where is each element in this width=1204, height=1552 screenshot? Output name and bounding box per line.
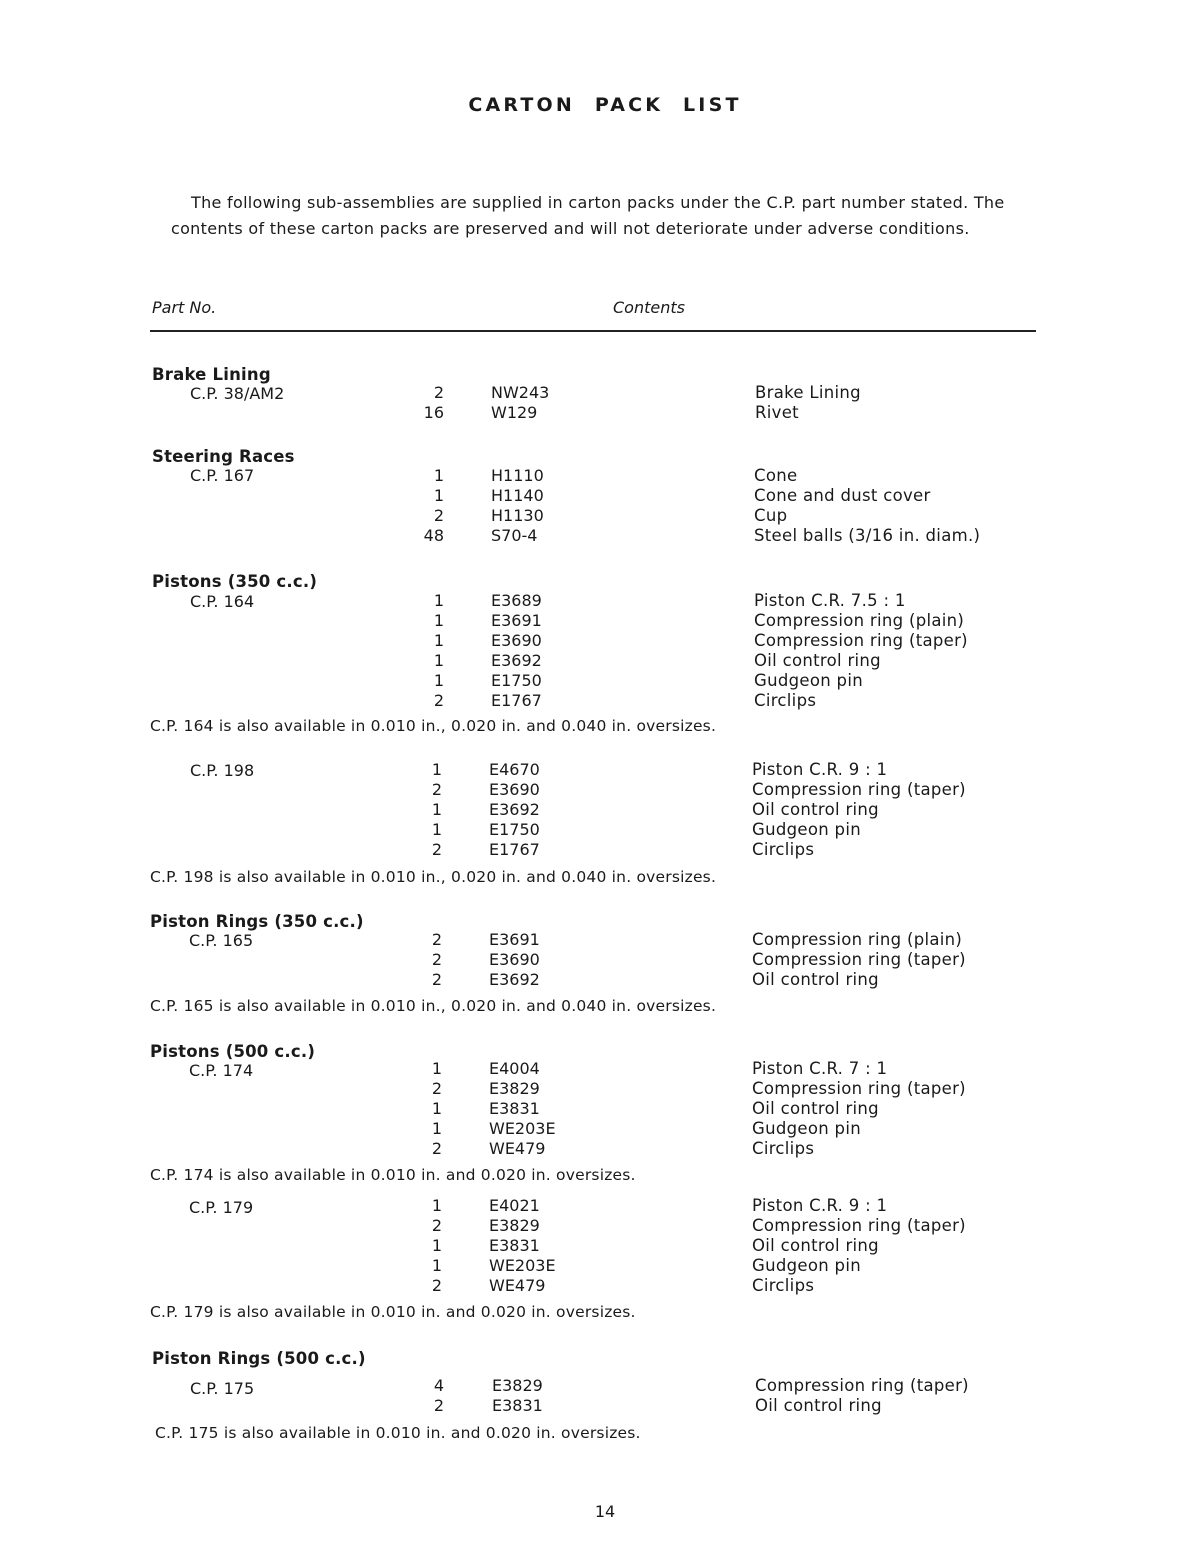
oversize-note: C.P. 165 is also available in 0.010 in., 0.020 in. and 0.040 in. oversizes. — [150, 997, 717, 1015]
item-part-number: E4670 — [489, 760, 540, 779]
header-part-no: Part No. — [152, 298, 217, 317]
item-part-number: E1767 — [489, 840, 540, 859]
item-part-number: E3829 — [492, 1376, 543, 1395]
item-description: Compression ring (taper) — [752, 780, 966, 799]
item-description: Circlips — [752, 1139, 815, 1158]
item-quantity: 2 — [431, 840, 442, 859]
item-description: Piston C.R. 7.5 : 1 — [754, 591, 906, 610]
item-part-number: E3691 — [489, 930, 540, 949]
item-description: Gudgeon pin — [752, 1256, 861, 1275]
item-part-number: H1130 — [491, 506, 544, 525]
item-quantity: 2 — [431, 970, 442, 989]
oversize-note: C.P. 179 is also available in 0.010 in. and 0.020 in. oversizes. — [150, 1303, 636, 1321]
item-description: Cone and dust cover — [754, 486, 931, 505]
oversize-note: C.P. 175 is also available in 0.010 in. and 0.020 in. oversizes. — [155, 1424, 641, 1442]
item-quantity: 4 — [433, 1376, 444, 1395]
item-description: Gudgeon pin — [752, 1119, 861, 1138]
section-title: Piston Rings (350 c.c.) — [150, 912, 364, 931]
item-quantity: 1 — [431, 820, 442, 839]
item-part-number: E4004 — [489, 1059, 540, 1078]
cp-part-number: C.P. 165 — [189, 931, 254, 950]
item-description: Compression ring (plain) — [752, 930, 963, 949]
section-title: Piston Rings (500 c.c.) — [152, 1349, 366, 1368]
item-quantity: 1 — [431, 800, 442, 819]
item-part-number: E3692 — [489, 800, 540, 819]
intro-line-1: The following sub-assemblies are supplied in carton packs under the C.P. part number stated. The — [191, 193, 1005, 212]
item-part-number: E1767 — [491, 691, 542, 710]
item-part-number: E1750 — [491, 671, 542, 690]
cp-part-number: C.P. 179 — [189, 1198, 254, 1217]
item-description: Piston C.R. 9 : 1 — [752, 760, 888, 779]
item-description: Gudgeon pin — [752, 820, 861, 839]
item-description: Compression ring (taper) — [752, 950, 966, 969]
item-quantity: 1 — [431, 1256, 442, 1275]
item-part-number: WE479 — [489, 1276, 546, 1295]
intro-line-2: contents of these carton packs are preserved and will not deteriorate under adverse conditions. — [171, 219, 970, 238]
page-number: 14 — [594, 1502, 616, 1521]
item-part-number: E3831 — [492, 1396, 543, 1415]
cp-part-number: C.P. 167 — [190, 466, 255, 485]
item-part-number: WE203E — [489, 1256, 556, 1275]
item-quantity: 2 — [433, 1396, 444, 1415]
item-description: Gudgeon pin — [754, 671, 863, 690]
item-quantity: 1 — [431, 1119, 442, 1138]
cp-part-number: C.P. 198 — [190, 761, 255, 780]
item-description: Compression ring (plain) — [754, 611, 965, 630]
item-part-number: E3829 — [489, 1216, 540, 1235]
item-description: Rivet — [755, 403, 799, 422]
item-description: Cone — [754, 466, 798, 485]
item-quantity: 2 — [431, 1139, 442, 1158]
cp-part-number: C.P. 174 — [189, 1061, 254, 1080]
item-quantity: 1 — [433, 671, 444, 690]
item-quantity: 1 — [431, 1196, 442, 1215]
item-quantity: 1 — [433, 466, 444, 485]
section-title: Steering Races — [152, 447, 295, 466]
item-description: Cup — [754, 506, 788, 525]
item-part-number: E3829 — [489, 1079, 540, 1098]
item-quantity: 1 — [431, 760, 442, 779]
intro-paragraph — [171, 190, 1071, 242]
oversize-note: C.P. 164 is also available in 0.010 in., 0.020 in. and 0.040 in. oversizes. — [150, 717, 717, 735]
item-part-number: W129 — [491, 403, 538, 422]
item-quantity: 2 — [431, 1276, 442, 1295]
item-quantity: 2 — [431, 950, 442, 969]
item-quantity: 1 — [433, 611, 444, 630]
item-part-number: E3690 — [489, 950, 540, 969]
item-description: Oil control ring — [752, 1099, 879, 1118]
item-quantity: 2 — [431, 930, 442, 949]
oversize-note: C.P. 198 is also available in 0.010 in., 0.020 in. and 0.040 in. oversizes. — [150, 868, 717, 886]
item-description: Piston C.R. 9 : 1 — [752, 1196, 888, 1215]
item-description: Circlips — [754, 691, 817, 710]
item-quantity: 2 — [431, 1079, 442, 1098]
section-title: Brake Lining — [152, 365, 271, 384]
item-part-number: E3692 — [491, 651, 542, 670]
item-part-number: E3691 — [491, 611, 542, 630]
item-quantity: 1 — [433, 486, 444, 505]
item-description: Brake Lining — [755, 383, 861, 402]
header-contents: Contents — [613, 298, 685, 317]
section-title: Pistons (500 c.c.) — [150, 1042, 316, 1061]
oversize-note: C.P. 174 is also available in 0.010 in. and 0.020 in. oversizes. — [150, 1166, 636, 1184]
item-part-number: E3689 — [491, 591, 542, 610]
item-description: Oil control ring — [752, 1236, 879, 1255]
item-part-number: H1140 — [491, 486, 544, 505]
item-part-number: WE479 — [489, 1139, 546, 1158]
item-part-number: S70-4 — [491, 526, 538, 545]
item-quantity: 1 — [431, 1099, 442, 1118]
item-description: Piston C.R. 7 : 1 — [752, 1059, 888, 1078]
header-rule — [150, 330, 1036, 332]
item-description: Compression ring (taper) — [754, 631, 968, 650]
item-part-number: NW243 — [491, 383, 550, 402]
section-title: Pistons (350 c.c.) — [152, 572, 318, 591]
item-quantity: 2 — [433, 383, 444, 402]
item-description: Compression ring (taper) — [752, 1216, 966, 1235]
item-quantity: 2 — [431, 1216, 442, 1235]
cp-part-number: C.P. 38/AM2 — [190, 384, 285, 403]
item-part-number: E3690 — [491, 631, 542, 650]
item-description: Compression ring (taper) — [755, 1376, 969, 1395]
item-quantity: 1 — [433, 591, 444, 610]
item-quantity: 1 — [431, 1236, 442, 1255]
item-description: Circlips — [752, 1276, 815, 1295]
item-part-number: E3831 — [489, 1099, 540, 1118]
item-quantity: 48 — [423, 526, 444, 545]
item-description: Circlips — [752, 840, 815, 859]
item-quantity: 2 — [433, 691, 444, 710]
item-description: Oil control ring — [754, 651, 881, 670]
item-quantity: 2 — [431, 780, 442, 799]
item-part-number: WE203E — [489, 1119, 556, 1138]
item-description: Steel balls (3/16 in. diam.) — [754, 526, 981, 545]
item-quantity: 16 — [423, 403, 444, 422]
item-description: Oil control ring — [755, 1396, 882, 1415]
item-quantity: 1 — [431, 1059, 442, 1078]
page-title: CARTON PACK LIST — [468, 94, 742, 116]
item-part-number: E1750 — [489, 820, 540, 839]
item-quantity: 1 — [433, 651, 444, 670]
item-part-number: E4021 — [489, 1196, 540, 1215]
item-part-number: E3690 — [489, 780, 540, 799]
item-part-number: H1110 — [491, 466, 544, 485]
item-part-number: E3692 — [489, 970, 540, 989]
item-part-number: E3831 — [489, 1236, 540, 1255]
cp-part-number: C.P. 164 — [190, 592, 255, 611]
item-description: Oil control ring — [752, 970, 879, 989]
item-quantity: 2 — [433, 506, 444, 525]
item-description: Oil control ring — [752, 800, 879, 819]
item-quantity: 1 — [433, 631, 444, 650]
cp-part-number: C.P. 175 — [190, 1379, 255, 1398]
item-description: Compression ring (taper) — [752, 1079, 966, 1098]
